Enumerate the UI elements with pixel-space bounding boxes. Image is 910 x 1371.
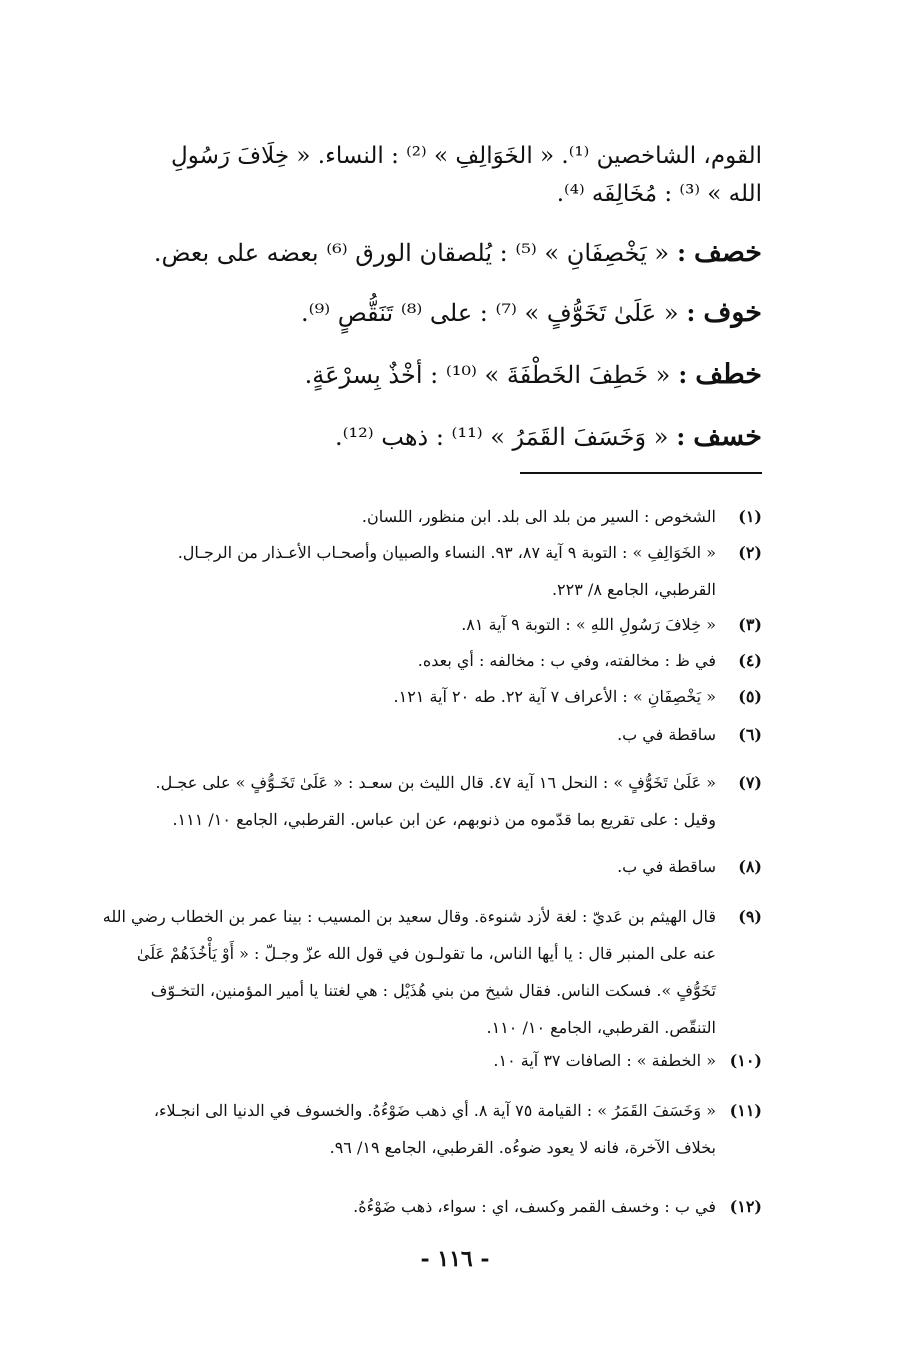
intro-line-1: القوم، الشاخصين ⁽¹⁾. « الخَوَالِفِ » ⁽²⁾ : النساء. « خِلَافَ رَسُولِ <box>171 143 762 169</box>
footnote-text: ساقطة في ب. <box>617 725 716 744</box>
footnote-text <box>91 764 716 838</box>
entry-text: « عَلَىٰ تَخَوُّفٍ » ⁽⁷⁾ : على ⁽⁸⁾ تَنَقُّصٍ ⁽⁹⁾. <box>301 299 679 327</box>
footnote-text <box>91 898 716 1046</box>
entry-root: خطف <box>695 359 762 390</box>
footnote-number: (١٠) <box>729 1051 762 1070</box>
footnote-line: « وَخَسَفَ القَمَرُ » : القيامة ٧٥ آية ٨. أي ذهب ضَوْءُهُ. والخسوف في الدنيا الى انجـلاء، <box>153 1101 716 1120</box>
entry-root: خصف <box>693 237 762 268</box>
footnote-line: « الخَوَالِفِ » : التوبة ٩ آية ٨٧، ٩٣. النساء والصبيان وأصحـاب الأعـذار من الرجـال. <box>177 543 716 562</box>
entry-khasaf: خصف:« يَخْصِفَانِ » ⁽⁵⁾ : يُلصقان الورق ⁽⁶⁾ بعضه على بعض. <box>153 237 762 268</box>
entry-khataf: خطف:« خَطِفَ الخَطْفَةَ » ⁽¹⁰⁾ : أخْذٌ بِسرْعَةٍ. <box>304 359 762 390</box>
footnote-line: عنه على المنبر قال : يا أيها الناس، ما تقولـون في قول الله عزّ وجـلّ : « أَوْ يَأْخُذَهُمْ عَلَىٰ <box>136 944 716 963</box>
footnote-text <box>91 1092 716 1166</box>
footnote-number: (٥) <box>738 687 762 706</box>
footnote <box>82 898 762 1046</box>
footnote-number: (١٢) <box>729 1197 762 1216</box>
entry-khasf: خسف:« وَخَسَفَ القَمَرُ » ⁽¹¹⁾ : ذهب ⁽¹²⁾. <box>335 421 762 452</box>
intro-line-2: الله » ⁽³⁾ : مُخَالِفَه ⁽⁴⁾. <box>556 181 762 207</box>
entry-root: خسف <box>693 421 762 452</box>
footnote-number: (٣) <box>738 615 762 634</box>
footnote-text: ساقطة في ب. <box>617 857 716 876</box>
footnote <box>82 642 762 679</box>
footnote-text: « الخطفة » : الصافات ٣٧ آية ١٠. <box>493 1051 716 1070</box>
footnote-text: في ب : وخسف القمر وكسف، اي : سواء، ذهب ضَوْءُهُ. <box>353 1197 716 1216</box>
footnote-line: قال الهيثم بن عَديّ : لغة لأزد شنوءة. وقال سعيد بن المسيب : بينا عمر بن الخطاب رضي الله <box>102 907 716 926</box>
entry-text: « وَخَسَفَ القَمَرُ » ⁽¹¹⁾ : ذهب ⁽¹²⁾. <box>335 423 669 451</box>
footnote-number: (٩) <box>738 907 762 926</box>
footnote <box>82 1092 762 1166</box>
entry-text: « يَخْصِفَانِ » ⁽⁵⁾ : يُلصقان الورق ⁽⁶⁾ بعضه على بعض. <box>153 239 670 267</box>
footnote-number: (٨) <box>738 857 762 876</box>
footnote <box>82 1042 762 1079</box>
footnote-text <box>91 534 716 608</box>
footnote-number: (٢) <box>738 543 762 562</box>
footnote <box>82 716 762 753</box>
footnote <box>82 764 762 838</box>
footnote-text: « يَخْصِفَانِ » : الأعراف ٧ آية ٢٢. طه ٢٠ آية ١٢١. <box>393 687 716 706</box>
footnote-number: (١١) <box>729 1101 762 1120</box>
footnote-text: في ظ : مخالفته، وفي ب : مخالفه : أي بعده. <box>417 651 716 670</box>
footnote <box>82 534 762 608</box>
footnote-line: وقيل : على تقريع بما قدّموه من ذنوبهم، عن ابن عباس. القرطبي، الجامع ١٠/ ١١١. <box>172 810 716 829</box>
footnote <box>82 848 762 885</box>
entry-text: « خَطِفَ الخَطْفَةَ » ⁽¹⁰⁾ : أخْذٌ بِسرْعَةٍ. <box>304 361 671 389</box>
footnote-text: « خِلافَ رَسُولِ اللهِ » : التوبة ٩ آية ٨١. <box>461 615 716 634</box>
footnote-line: تَخَوُّفٍ ». فسكت الناس. فقال شيخ من بني هُذَيْل : هي لغتنا يا أمير المؤمنين، التخـوّف <box>150 981 716 1000</box>
footnote-divider <box>520 472 762 474</box>
entry-khawf: خوف:« عَلَىٰ تَخَوُّفٍ » ⁽⁷⁾ : على ⁽⁸⁾ تَنَقُّصٍ ⁽⁹⁾. <box>301 297 762 328</box>
footnote-line: بخلاف الآخرة، فانه لا يعود ضوءُه. القرطبي، الجامع ١٩/ ٩٦. <box>329 1138 716 1157</box>
footnote <box>82 498 762 535</box>
footnote-text: الشخوص : السير من بلد الى بلد. ابن منظور، اللسان. <box>361 507 716 526</box>
footnote-line: « عَلَىٰ تَخَوُّفٍ » : النحل ١٦ آية ٤٧. قال الليث بن سعـد : « عَلَىٰ تَخَـوُّفٍ » على عجـل. <box>155 773 716 792</box>
footnote <box>82 678 762 715</box>
page-number: - ١١٦ - <box>420 1246 490 1272</box>
footnote-number: (٦) <box>738 725 762 744</box>
footnote-line: التنقّص. القرطبي، الجامع ١٠/ ١١٠. <box>486 1018 716 1037</box>
footnote <box>82 1188 762 1225</box>
footnote <box>82 606 762 643</box>
entry-root: خوف <box>703 297 762 328</box>
footnote-number: (٤) <box>738 651 762 670</box>
footnote-number: (٧) <box>738 773 762 792</box>
footnote-number: (١) <box>738 507 762 526</box>
footnote-line: القرطبي، الجامع ٨/ ٢٢٣. <box>551 580 716 599</box>
